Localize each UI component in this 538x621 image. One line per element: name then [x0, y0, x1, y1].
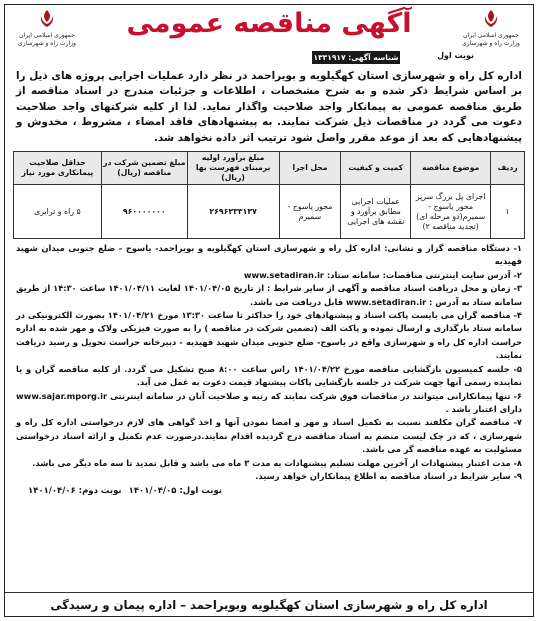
- notice-header: [6, 4, 532, 66]
- col-guarantee: مبلغ تضمین شرکت در مناقصه (ریال): [101, 152, 187, 185]
- cell-location: محور یاسوج - سمیرم: [279, 185, 341, 239]
- col-subject: موضوع مناقصه: [411, 152, 491, 185]
- note-1: ۱- دستگاه مناقصه گزار و نشانی: اداره کل راه و شهرسازی استان کهگیلویه و بویراحمد- یاسوج - ضلع جنوبی میدان شهید قهیدیه: [16, 243, 522, 267]
- ad-id-badge: شناسه آگهی: ۱۳۳۱۹۱۷: [313, 53, 399, 62]
- iran-emblem-icon: [36, 8, 58, 30]
- page-border: [4, 4, 534, 617]
- intro-paragraph: اداره کل راه و شهرسازی استان کهگیلویه و بویراحمد در نظر دارد عملیات اجرایی پروژه های ذیل را بر اساس شرایط ذکر شده و به شرح مشخصات ، اطلاعات و جزئیات مندرج در اسناد مناقصه از طریق مناقصه عمومی به پیمانکار واجد صلاحیت واگذار نماید. لذا از کلیه شرکتهای واجد صلاحیت دعوت می گردد در مناقصات ذیل شرکت نمایند. به پیشنهادهای فاقد امضاء ، مشروط ، مخدوش و پیشنهادهایی که بعد از موعد مقرر واصل شود ترتیب اثر داده نخواهد شد.: [16, 70, 522, 144]
- col-estimate: مبلغ برآورد اولیه برمبنای فهرست بها (ریال): [187, 152, 279, 185]
- right-emblem-line-1: جمهوری اسلامی ایران: [463, 32, 519, 39]
- right-emblem-line-2: وزارت راه و شهرسازی: [462, 40, 520, 47]
- cell-estimate: ۲۶۹۶۳۳۳۱۳۷: [187, 185, 279, 239]
- note-9: ۹- سایر شرایط در اسناد مناقصه به اطلاع پیمانکاران خواهد رسید.: [255, 470, 522, 481]
- note-7: ۷- مناقصه گران مکلفند نسبت به تکمیل اسناد و مهر و امضا نمودن آنها و اخذ گواهی های لازم درخواستی اداره کل راه و شهرسازی ، که در چک لیست منضم به اسناد مناقصه درج گردیده اقدام نمایند.درصورت عدم تکمیل و ارائه اسناد درخواستی مسئولیت به عهده مناقصه گر می باشد.: [16, 417, 522, 455]
- note-4: ۴- مناقصه گران می بایست پاکت اسناد و پیشنهادهای خود را حداکثر تا ساعت ۱۳:۳۰ مورخ ۱۴۰۱/۰۴/۲۱ بصورت الکترونیکی در سامانه ستاد بارگذاری و ارسال نموده و پاکت الف (تضمین شرکت در مناقصه ) را به صورت فیزیکی ولاک و مهر شده به اداره حراست اداره کل راه و شهرسازی واقع در یاسوج- ضلع جنوبی میدان شهید قهیدیه - دبیرخانه حراست تحویل و رسید دریافت نمایند.: [16, 310, 522, 361]
- cell-subject: اجرای پل بزرگ سرپز محور یاسوج - سمیرم(دو مرحله ای) (تجدید مناقصه ۲): [411, 185, 491, 239]
- col-qty: کمیت و کیفیت: [341, 152, 411, 185]
- left-emblem: [14, 8, 80, 48]
- second-publication-date: نوبت دوم: ۱۴۰۱/۰۴/۰۶: [28, 486, 122, 497]
- note-5: ۵- جلسه کمیسیون بازگشایی مناقصه مورخ ۱۴۰۱/۰۴/۲۲ راس ساعت ۸:۰۰ صبح تشکیل می گردد. از کلیه مناقصه گران و یا نماینده رسمی آنها جهت شرکت در جلسه بازگشایی پاکات پیشنهاد قیمت دعوت به عمل می آید.: [16, 363, 522, 388]
- note-6: ۶- تنها پیمانکارانی میتوانند در مناقصات فوق شرکت نمایند که رتبه و صلاحیت آنان در سامانه اینترنتی www.sajar.mporg.ir دارای اعتبار باشد .: [16, 390, 522, 414]
- cell-qualification: ۵ راه و ترابری: [14, 185, 102, 239]
- cell-guarantee: ۹۶۰۰۰۰۰۰۰: [101, 185, 187, 239]
- cell-qty: عملیات اجرایی مطابق برآورد و نقشه های اجرایی: [341, 185, 411, 239]
- left-emblem-line-2: وزارت راه و شهرسازی: [18, 40, 76, 47]
- footer-office-name: اداره کل راه و شهرسازی استان کهگیلویه وبویراحمد – اداره پیمان و رسیدگی: [5, 592, 533, 616]
- notice-title: آگهی مناقصه عمومی: [126, 8, 412, 39]
- notice-subbar: [12, 51, 526, 65]
- note-2: ۲- آدرس سایت اینترنتی مناقصات: سامانه ستاد: www.setadiran.ir: [243, 269, 522, 280]
- cell-row: ۱: [491, 185, 525, 239]
- note-3: ۳- زمان و محل دریافت اسناد مناقصه و آگهی از سایر شرایط : از تاریخ ۱۴۰۱/۰۴/۰۵ لغایت ۱۴۰۱/۰۴/۱۱ ساعت ۱۴:۳۰ از طریق سامانه ستاد به آدرس : www.setadiran.ir قابل دریافت می باشد.: [16, 283, 522, 307]
- publication-dates: [6, 484, 532, 500]
- col-row: ردیف: [491, 152, 525, 185]
- note-8: ۸- مدت اعتبار پیشنهادات از آخرین مهلت تسلیم پیشنهادات به مدت ۳ ماه می باشد و قابل تمدید تا سه ماه دیگر می باشد.: [32, 457, 522, 468]
- col-qualification: حداقل صلاحیت پیمانکاری مورد نیاز: [14, 152, 102, 185]
- first-publication-date: نوبت اول: ۱۴۰۱/۰۴/۰۵: [128, 486, 222, 497]
- turn-label: نوبت اول: [437, 51, 474, 60]
- left-emblem-line-1: جمهوری اسلامی ایران: [19, 32, 75, 39]
- col-location: محل اجرا: [279, 152, 341, 185]
